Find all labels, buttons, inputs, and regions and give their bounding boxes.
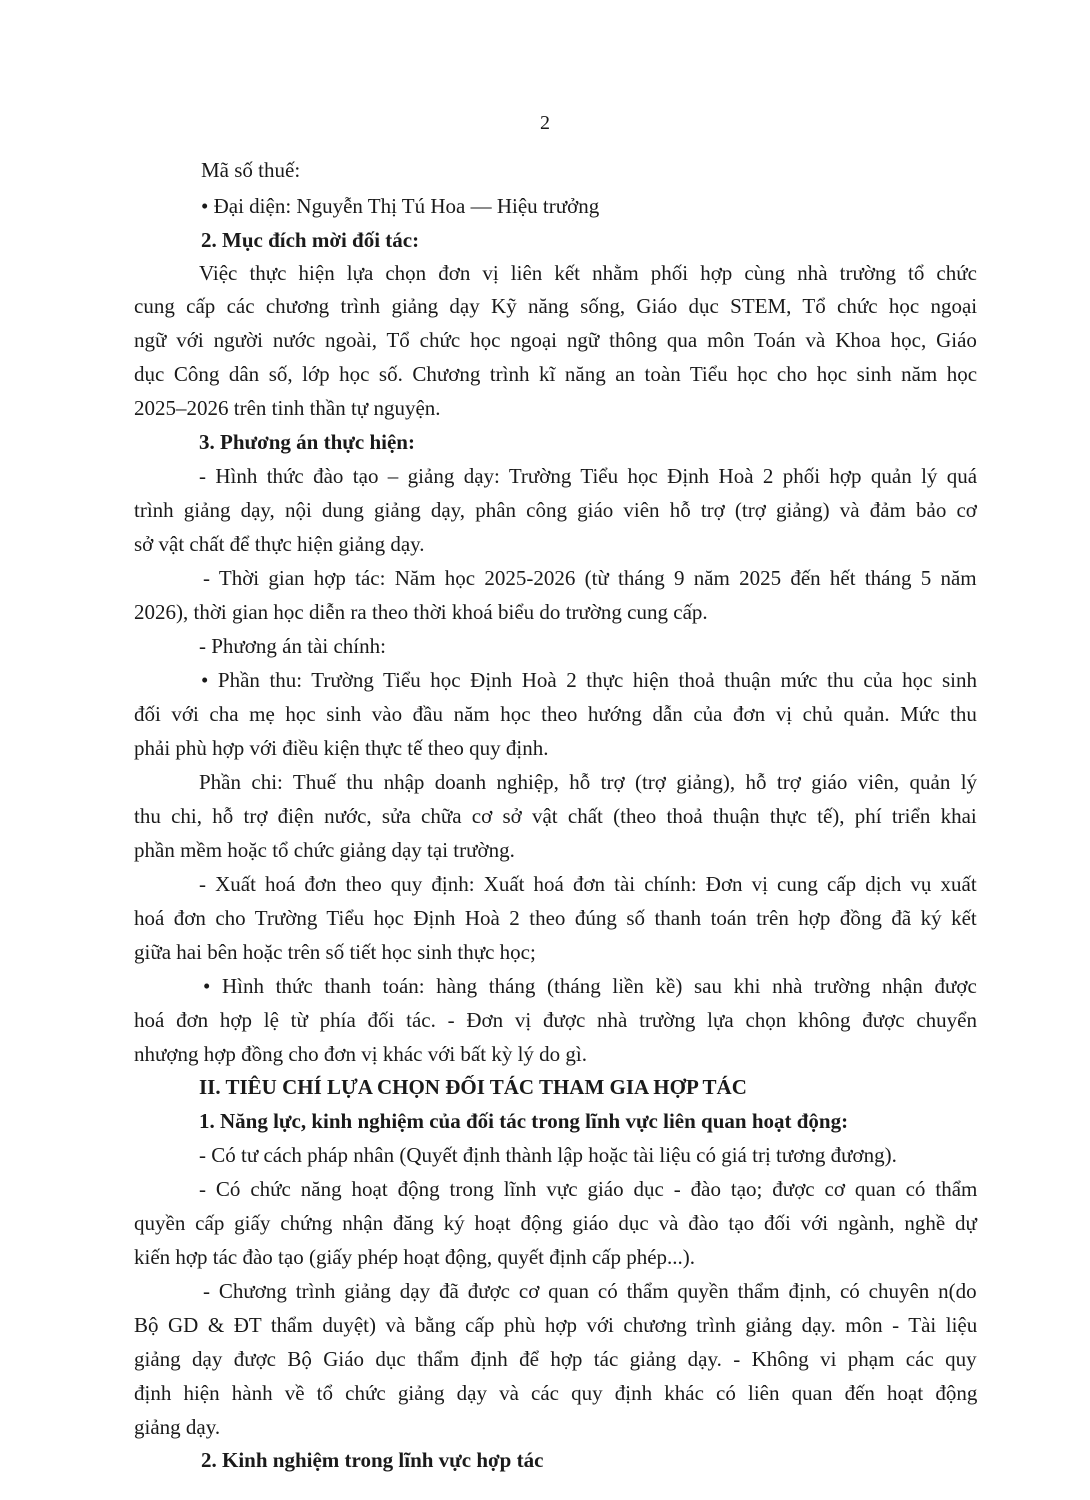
text-line: 2026), thời gian học diễn ra theo thời khoá biểu do trường cung cấp. [134,600,708,624]
text-line: Phần chi: Thuế thu nhập doanh nghiệp, hỗ trợ (trợ giảng), hỗ trợ giáo viên, quản lý [199,770,978,794]
section-heading: 1. Năng lực, kinh nghiệm của đối tác trong lĩnh vực liên quan hoạt động: [199,1109,849,1133]
text-line: • Hình thức thanh toán: hàng tháng (tháng liền kề) sau khi nhà trường nhận được [203,974,977,998]
text-line: • Phần thu: Trường Tiểu học Định Hoà 2 thực hiện thoả thuận mức thu của học sinh [201,668,977,692]
text-line: - Chương trình giảng dạy đã được cơ quan có thẩm quyền thẩm định, có chuyên n(do [203,1279,977,1303]
section-heading: 2. Kinh nghiệm trong lĩnh vực hợp tác [201,1448,544,1472]
text-line: - Thời gian hợp tác: Năm học 2025-2026 (từ tháng 9 năm 2025 đến hết tháng 5 năm [203,566,977,590]
text-line: Mã số thuế: [201,158,301,182]
text-line: hoá đơn hợp lệ từ phía đối tác. - Đơn vị được nhà trường lựa chọn không được chuyển [134,1008,977,1032]
text-line: 2025–2026 trên tinh thần tự nguyện. [134,396,441,420]
text-line: đối với cha mẹ học sinh vào đầu năm học theo hướng dẫn của đơn vị chủ quản. Mức thu [134,702,977,726]
text-line: phần mềm hoặc tổ chức giảng dạy tại trường. [134,838,515,862]
section-heading: 3. Phương án thực hiện: [199,430,415,454]
text-line: • Đại diện: Nguyễn Thị Tú Hoa — Hiệu trưởng [201,194,600,218]
text-line: - Có tư cách pháp nhân (Quyết định thành lập hoặc tài liệu có giá trị tương đương). [199,1143,897,1167]
text-line: cung cấp các chương trình giảng dạy Kỹ năng sống, Giáo dục STEM, Tổ chức học ngoại [134,294,978,318]
text-line: dục Công dân số, lớp học số. Chương trình kĩ năng an toàn Tiểu học cho học sinh năm học [134,362,978,386]
text-line: trình giảng dạy, nội dung giảng dạy, phân công giáo viên hỗ trợ (trợ giảng) và đảm bảo cơ [134,498,977,522]
text-line: thu chi, hỗ trợ điện nước, sửa chữa cơ sở vật chất (theo thoả thuận thực tế), phí triển khai [134,804,977,828]
text-line: Bộ GD & ĐT thẩm duyệt) và bằng cấp phù hợp với chương trình giảng dạy. môn - Tài liệu [134,1313,978,1337]
text-line: - Phương án tài chính: [199,634,386,658]
text-line: giảng dạy được Bộ Giáo dục thẩm định để hợp tác giảng dạy. - Không vi phạm các quy [134,1347,977,1371]
text-line: Việc thực hiện lựa chọn đơn vị liên kết nhằm phối hợp cùng nhà trường tổ chức [199,261,977,285]
text-line: kiến hợp tác đào tạo (giấy phép hoạt động, quyết định cấp phép...). [134,1245,696,1269]
text-line: nhượng hợp đồng cho đơn vị khác với bất kỳ lý do gì. [134,1042,588,1066]
text-line: giảng dạy. [134,1415,221,1439]
text-line: - Xuất hoá đơn theo quy định: Xuất hoá đơn tài chính: Đơn vị cung cấp dịch vụ xuất [199,872,977,896]
text-line: quyền cấp giấy chứng nhận đăng ký hoạt động giáo dục và đào tạo đối với ngành, nghề dự [134,1211,977,1235]
section-heading: II. TIÊU CHÍ LỰA CHỌN ĐỐI TÁC THAM GIA HỢP TÁC [199,1075,747,1099]
text-line: định hiện hành về tổ chức giảng dạy và các quy định khác có liên quan đến hoạt động [134,1381,978,1405]
text-line: giữa hai bên hoặc trên số tiết học sinh thực học; [134,940,536,964]
section-heading: 2. Mục đích mời đối tác: [201,228,420,252]
page-number: 2 [540,112,550,134]
text-line: - Có chức năng hoạt động trong lĩnh vực giáo dục - đào tạo; được cơ quan có thẩm [199,1177,978,1201]
text-line: sở vật chất để thực hiện giảng dạy. [134,532,425,556]
text-line: - Hình thức đào tạo – giảng dạy: Trường Tiểu học Định Hoà 2 phối hợp quản lý quá [199,464,978,488]
text-line: phải phù hợp với điều kiện thực tế theo quy định. [134,736,549,760]
text-line: hoá đơn cho Trường Tiểu học Định Hoà 2 theo đúng số thanh toán trên hợp đồng đã ký kết [134,906,977,930]
text-line: ngữ với người nước ngoài, Tổ chức học ngoại ngữ thông qua môn Toán và Khoa học, Giáo [134,328,977,352]
